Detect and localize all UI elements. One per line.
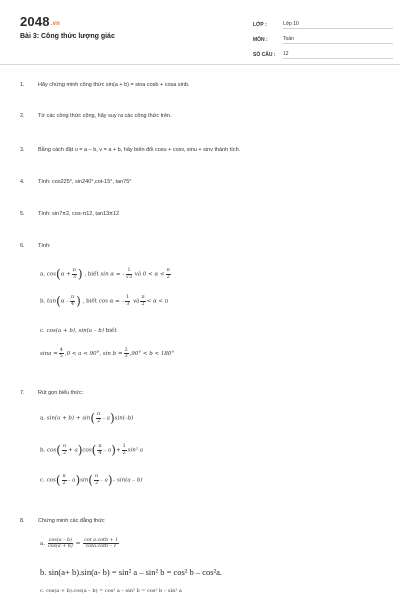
question-number: 1. (20, 82, 25, 88)
meta-value: 12 (283, 51, 393, 59)
question-text: Chứng minh các đẳng thức (38, 518, 105, 524)
question-number: 5. (20, 211, 25, 217)
question-number: 7. (20, 390, 25, 396)
question-8a: a. $\frac{\cos(a - b)}{\cos(a + b)}$ = $\frac{\text{cot a.cotb + 1}}{\cot a.\cot b - 1}$ (40, 538, 119, 550)
question-1 (20, 82, 190, 88)
question-text: Từ các công thức cộng, hãy suy ra các công thức trên. (38, 113, 172, 119)
question-7 (20, 390, 83, 396)
question-3 (20, 147, 240, 153)
header-divider (0, 64, 400, 65)
logo-text: 2048 (20, 14, 50, 29)
question-text: Bằng cách đặt u = a – b, v = a + b, hãy biến đổi cosu + cosv, sinu + sinv thành tích. (38, 147, 241, 153)
site-logo[interactable] (20, 14, 60, 29)
question-text: Hãy chứng minh công thức sin(a + b) = sina cosb + cosa sinb. (38, 82, 190, 88)
logo-domain: .vn (50, 21, 61, 27)
question-number: 3. (20, 147, 25, 153)
meta-label: MÔN : (253, 36, 268, 43)
meta-row-class (253, 17, 393, 32)
question-8c: c. cos(a + b).cos(a – b) = cos² a – sin² b = cos² b – sin² a (40, 588, 182, 594)
question-5 (20, 211, 119, 217)
meta-value: Toán (283, 36, 393, 44)
question-text: Tính: (38, 243, 51, 249)
question-8 (20, 518, 105, 524)
question-text: Tính: sin7π2, cos-π12, tan13π12 (38, 211, 120, 217)
question-7c: c. cos( $\frac{\pi}{2}$ – a)sin( $\frac{\pi}{2}$ – a)– sin(a – b) (40, 473, 143, 487)
question-6 (20, 243, 51, 249)
meta-label: SỐ CÂU : (253, 51, 276, 58)
question-7a: a. sin(a + b) + sin( $\frac{\pi}{2}$ – a)sin(–b) (40, 411, 134, 425)
question-6b: b. tan(α – $\frac{\pi}{4}$ ) , biết cos α = – $\frac{1}{3}$ và $\frac{\pi}{2}$ < α < π (40, 294, 169, 308)
question-text: Tính: cos225°, sin240°,cot-15°, tan75° (38, 179, 132, 185)
question-number: 2. (20, 113, 25, 119)
question-number: 4. (20, 179, 25, 185)
question-7b: b. cos( $\frac{\pi}{2}$ + a)cos( $\frac{\pi}{4}$ – a)+ $\frac{1}{2}$ sin² a (40, 443, 143, 457)
meta-label: LỚP : (253, 21, 267, 28)
question-text: Rút gọn biểu thức: (38, 390, 84, 396)
question-6c-conditions: sina = $\frac{4}{5}$ ,0 < a < 90°, sin b = $\frac{2}{3}$ ,90° < b < 180° (40, 348, 175, 360)
question-number: 8. (20, 518, 25, 524)
question-6c: c. cos(a + b), sin(a – b) biết (40, 328, 117, 334)
meta-row-subject (253, 32, 393, 47)
meta-row-count (253, 47, 393, 62)
meta-info (253, 17, 393, 62)
question-6a: a. cos(α + $\frac{\pi}{3}$ ) , biết sin α = – $\frac{1}{√3}$ và 0 < α < $\frac{\pi}{2}$ (40, 267, 170, 281)
question-2 (20, 113, 172, 119)
question-number: 6. (20, 243, 25, 249)
meta-value: Lớp 10 (283, 21, 393, 29)
lesson-title: Bài 3: Công thức lượng giác (20, 33, 115, 40)
question-4 (20, 179, 132, 185)
question-8b: b. sin(a+ b).sin(a- b) = sin² a – sin² b = cos² b – cos²a. (40, 567, 223, 577)
